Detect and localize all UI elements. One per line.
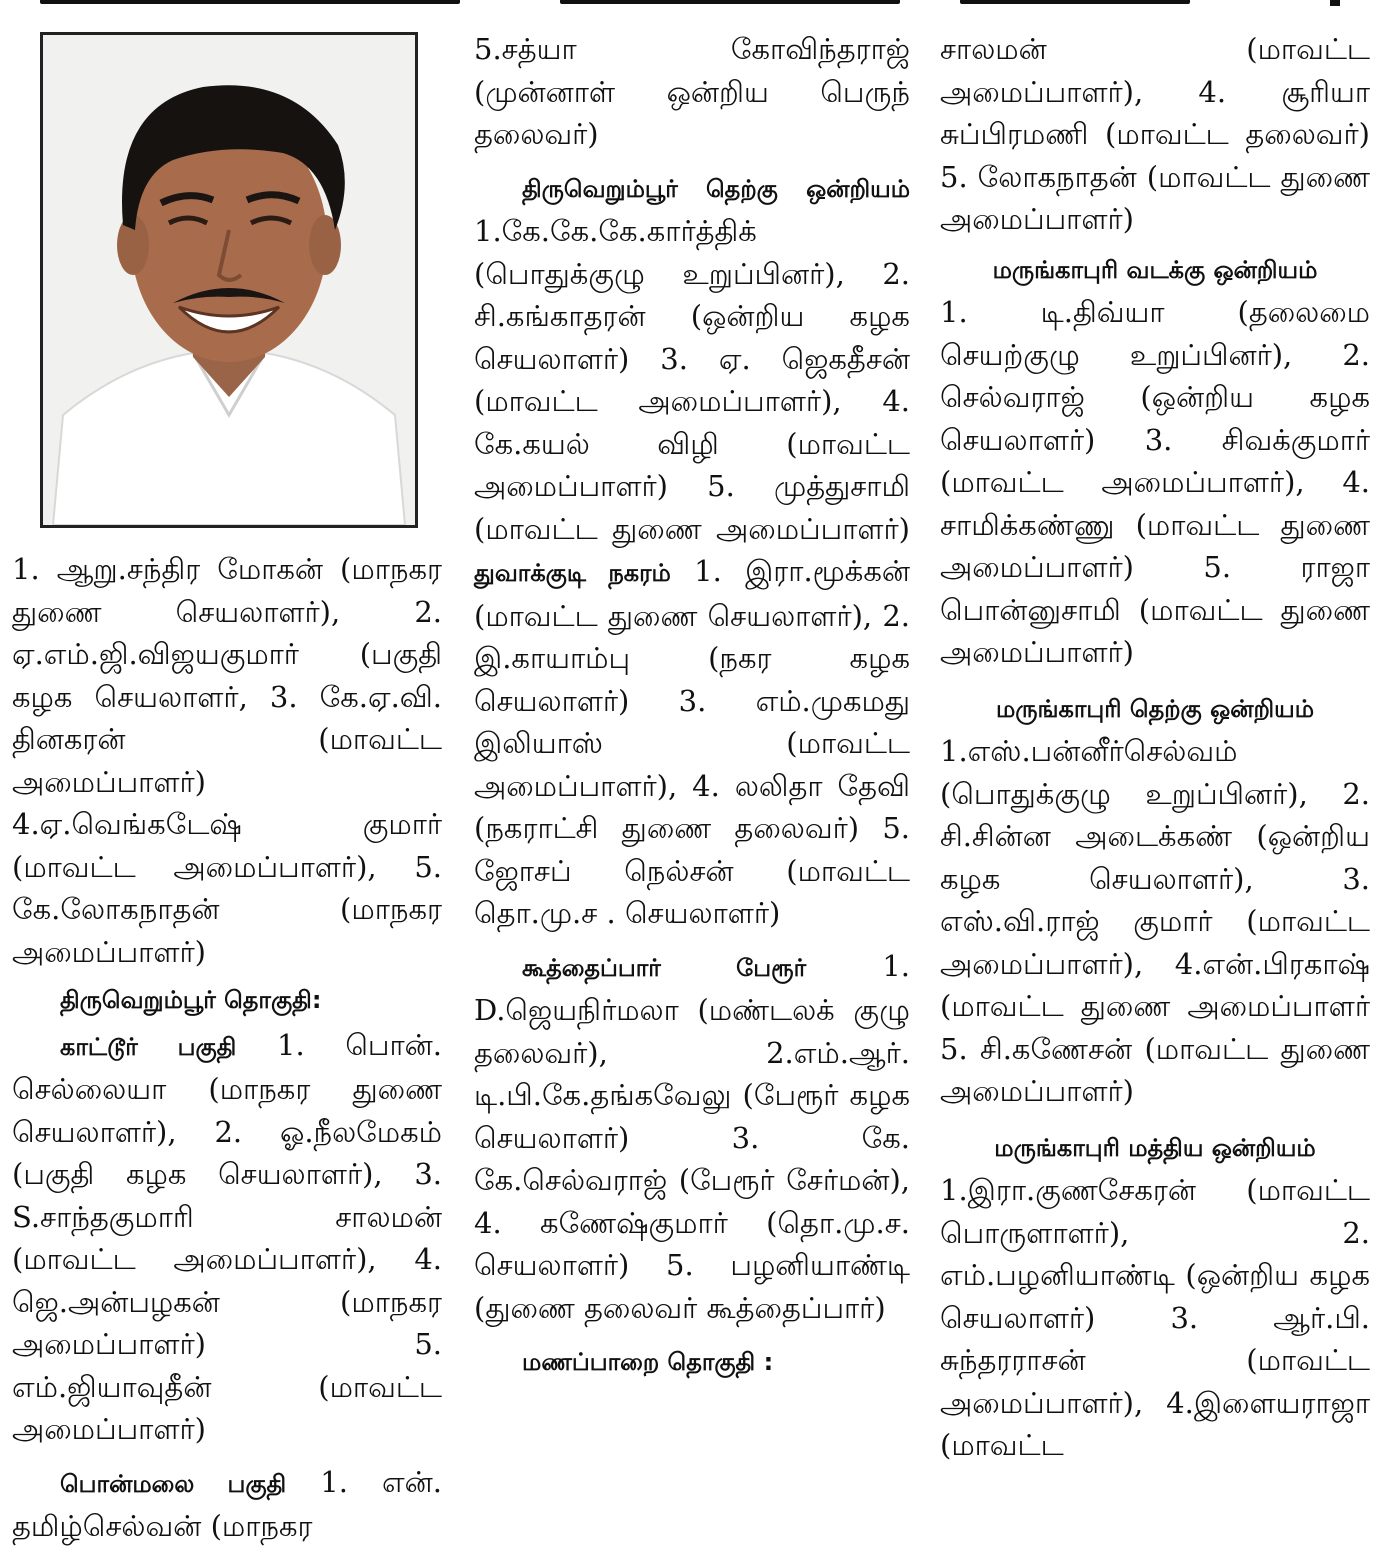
col3-paragraph-1: சாலமன் (மாவட்ட அமைப்பாளர்), 4. சூரியா சுப்பிரமணி (மாவட்ட தலைவர்) 5. லோகநாதன் (மாவட்ட துணை அமைப்பாளர்) [940,32,1370,236]
col1-paragraph-kattur [12,1024,442,1451]
col1-heading-thiruverumbur: திருவெறும்பூர் தொகுதி: [60,986,322,1014]
col3-paragraph-marungapuri-south: 1.எஸ்.பன்னீர்செல்வம் (பொதுக்குழு உறுப்பினர்), 2. சி.சின்ன அடைக்கண் (ஒன்றிய கழக செயலாளர்), 3. எஸ்.வி.ராஜ் குமார் (மாவட்ட அமைப்பாளர்), 4.என்.பிரகாஷ் (மாவட்ட துணை அமைப்பாளர் 5. சி.கணேசன் (மாவட்ட துணை அமைப்பாளர்) [940,734,1370,1108]
col3-paragraph-marungapuri-north: 1. டி.திவ்யா (தலைமை செயற்குழு உறுப்பினர்), 2. செல்வராஜ் (ஒன்றிய கழக செயலாளர்) 3. சிவக்குமார் (மாவட்ட அமைப்பாளர்), 4. சாமிக்கண்ணு (மாவட்ட துணை அமைப்பாளர்) 5. ராஜா பொன்னுசாமி (மாவட்ட துணை அமைப்பாளர்) [940,295,1370,669]
portrait-photo-icon [43,35,415,525]
column-1 [12,548,442,1548]
col2-text-koothaipar: 1. D.ஜெயநிர்மலா (மண்டலக் குழு தலைவர்), 2.எம்.ஆர். டி.பி.கே.தங்கவேலு (பேரூர் கழக செயலாளர்) 3. கே. கே.செல்வராஜ் (பேரூர் சேர்மன்), 4. கணேஷ்குமார் (தொ.மு.ச. செயலாளர்) 5. பழனியாண்டி (துணை தலைவர் கூத்தைப்பார்) [474,948,910,1325]
col1-subhead-ponmalai: பொன்மலை பகுதி [60,1469,287,1498]
col3-heading-marungapuri-south: மருங்காபுரி தெற்கு ஒன்றியம் [995,694,1315,723]
col2-subhead-thuvakudi: துவாக்குடி நகரம் [474,559,671,587]
top-cut-line [0,0,1374,6]
portrait-photo [40,32,418,528]
col2-text-thuvakudi: 1. இரா.மூக்கன் (மாவட்ட துணை செயலாளர்), 2. இ.காயாம்பு (நகர கழக செயலாளர்) 3. எம்.முகமது இலியாஸ் (மாவட்ட அமைப்பாளர்), 4. லலிதா தேவி (நகராட்சி துணை தலைவர்) 5. ஜோசப் நெல்சன் (மாவட்ட தொ.மு.ச . செயலாளர்) [474,554,910,930]
col2-subhead-thiruverumbur-south: திருவெறும்பூர் தெற்கு ஒன்றியம் [522,174,910,203]
col1-paragraph-ponmalai [12,1461,442,1548]
col2-text-thiruverumbur-south: 1.கே.கே.கே.கார்த்திக் (பொதுக்குழு உறுப்பினர்), 2. சி.கங்காதரன் (ஒன்றிய கழக செயலாளர்) 3. ஏ. ஜெகதீசன் (மாவட்ட அமைப்பாளர்), 4. கே.கயல் விழி (மாவட்ட அமைப்பாளர்) 5. முத்துசாமி (மாவட்ட துணை அமைப்பாளர்) [474,214,910,546]
col2-subhead-koothaipar: கூத்தைப்பார் பேரூர் [522,953,807,982]
col3-heading-marungapuri-north: மருங்காபுரி வடக்கு ஒன்றியம் [992,255,1318,284]
col2-paragraph-koothaipar [474,945,910,1330]
column-3 [940,28,1370,1467]
col2-paragraph-1: 5.சத்யா கோவிந்தராஜ் (முன்னாள் ஒன்றிய பெருந் தலைவர்) [474,32,910,151]
column-2 [474,28,910,1384]
col1-text-kattur: 1. பொன். செல்லையா (மாநகர துணை செயலாளர்), 2. ஓ.நீலமேகம் (பகுதி கழக செயலாளர்), 3. S.சாந்தகுமாரி சாலமன் (மாவட்ட அமைப்பாளர்), 4. ஜெ.அன்பழகன் (மாநகர அமைப்பாளர்) 5. எம்.ஜியாவுதீன் (மாவட்ட அமைப்பாளர்) [12,1027,442,1446]
col2-paragraph-thiruverumbur-south [474,166,910,935]
col2-heading-manapparai: மணப்பாறை தொகுதி : [522,1348,774,1376]
col1-paragraph-1: 1. ஆறு.சந்திர மோகன் (மாநகர துணை செயலாளர்), 2. ஏ.எம்.ஜி.விஜயகுமார் (பகுதி கழக செயலாளர், 3. கே.ஏ.வி. தினகரன் (மாவட்ட அமைப்பாளர்) 4.ஏ.வெங்கடேஷ் குமார் (மாவட்ட அமைப்பாளர்), 5. கே.லோகநாதன் (மாநகர அமைப்பாளர்) [12,552,442,969]
col1-text-ponmalai: 1. என். தமிழ்செல்வன் (மாநகர [12,1464,442,1543]
col3-paragraph-marungapuri-central: 1.இரா.குணசேகரன் (மாவட்ட பொருளாளர்), 2. எம்.பழனியாண்டி (ஒன்றிய கழக செயலாளர்) 3. ஆர்.பி. சுந்தரராசன் (மாவட்ட அமைப்பாளர்), 4.இளையராஜா (மாவட்ட [940,1173,1370,1462]
col1-subhead-kattur: காட்டூர் பகுதி [60,1032,237,1061]
col3-heading-marungapuri-central: மருங்காபுரி மத்திய ஒன்றியம் [994,1133,1316,1162]
